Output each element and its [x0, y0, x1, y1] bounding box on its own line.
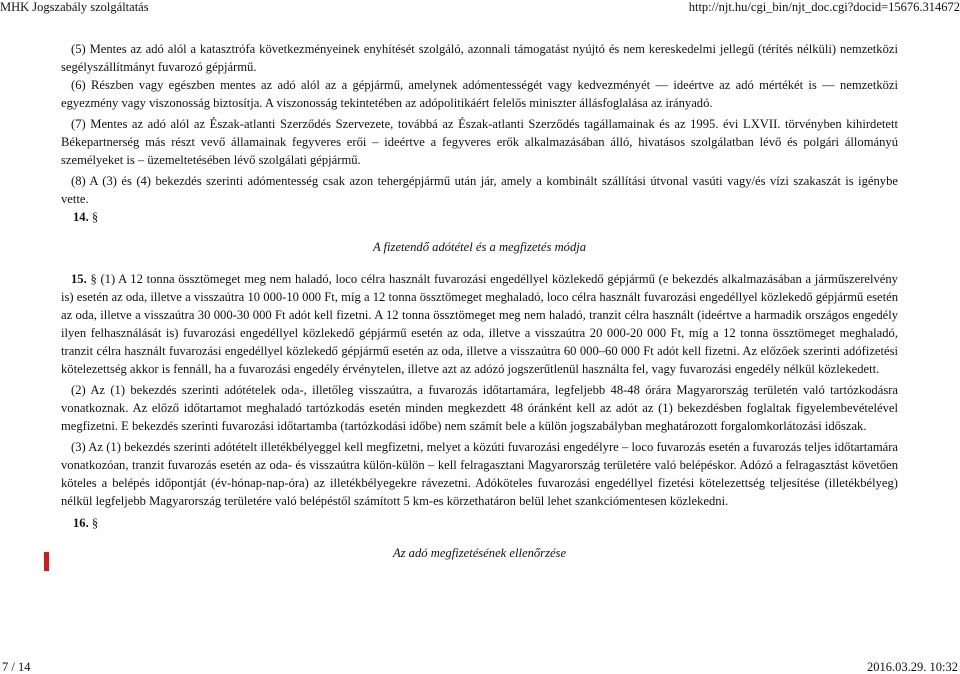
section-15-paragraph-1	[61, 270, 898, 378]
section-16-heading	[61, 514, 898, 532]
section-14-number: 14.	[73, 210, 89, 224]
site-title: MHK Jogszabály szolgáltatás	[0, 0, 149, 14]
section-16-number: 16.	[73, 516, 89, 530]
section-15-paragraph-2: (2) Az (1) bekezdés szerinti adótételek oda-, illetőleg visszaútra, a fuvarozás időtartamára, legfeljebb 48-48 órára Magyarország területén való tartózkodásra vonatkoznak. Az előző időtartamot meghaladó tartózkodás esetén minden megkezdett 48 óránként kell az adót az (1) bekezdésben foglaltak figyelembevételével megfizetni. E bekezdés szerinti fuvarozási időtartamba (tartózkodási időbe) nem számít bele a külön jogszabályban meghatározott forgalomkorlátozási időszak.	[61, 383, 898, 433]
paragraph-5: (5) Mentes az adó alól a katasztrófa következményeinek enyhítését szolgáló, azonnali támogatást nyújtó és nem kereskedelmi jellegű (térítés nélküli) nemzetközi segélyszállítmányt fuvarozó gépjármű.	[61, 42, 898, 74]
paragraph-8: (8) A (3) és (4) bekezdés szerinti adómentesség csak azon tehergépjármű után jár, amely a kombinált szállítási útvonal vasúti vagy/és vízi szakaszát is igénybe vette.	[61, 174, 898, 206]
section-14-title: A fizetendő adótétel és a megfizetés módja	[372, 240, 587, 254]
section-14-heading	[61, 208, 898, 226]
section-15-mark: §	[90, 272, 97, 286]
section-14-mark: §	[91, 210, 99, 224]
document-url[interactable]: http://njt.hu/cgi_bin/njt_doc.cgi?docid=15676.314672	[688, 0, 960, 14]
change-marker-bar	[44, 552, 49, 571]
section-15-number: 15.	[71, 272, 87, 286]
section-15-paragraph-3: (3) Az (1) bekezdés szerinti adótételt illetékbélyeggel kell megfizetni, melyet a közúti fuvarozási engedélyre – loco fuvarozás esetén a fuvarozás teljes időtartamára vonatkozóan, tranzit fuvarozás esetén az oda- és visszaútra külön-külön – kell felragasztani Magyarország területére való belépéskor. Adózó a felragasztást követően köteles a belépés időpontját (év-hónap-nap-óra) az illetékbélyegekre rávezetni. Adóköteles fuvarozási engedéllyel fizetési kötelezettség teljesítése (illetékbélyeg) nélkül legfeljebb Magyarország területére való belépéstől számított 5 km-es körzethatáron belül lehet szankciómentesen közlekedni.	[61, 440, 898, 508]
section-16-title: Az adó megfizetésének ellenőrzése	[392, 546, 567, 560]
section-15-p1-text: (1) A 12 tonna össztömeget meg nem haladó, loco célra használt fuvarozási engedéllyel közlekedő gépjármű (e bekezdés alkalmazásában a járműszerelvény is) esetén az oda, illetve a visszaútra 10 000-10 000 Ft, míg a 12 tonna össztömeget meghaladó, loco célra használt fuvarozási engedéllyel közlekedő gépjármű esetén az oda, illetve a visszaútra 30 000-30 000 Ft adót kell fizetni. A 12 tonna össztömeget meg nem haladó, tranzit célra használt (ideértve a harmadik országos engedély ilyen felhasználását is) fuvarozási engedéllyel közlekedő gépjármű esetén az oda, illetve a visszaútra 20 000-20 000 Ft, míg a 12 tonna össztömeget meghaladó, tranzit célra használt fuvarozási engedéllyel közlekedő gépjármű esetén az oda, illetve a visszaútra 60 000–60 000 Ft adót kell fizetni. Az előzőek szerinti adófizetési kötelezettség akkor is fennáll, ha a fuvarozási engedély érvénytelen, illetve azt az adózó jogszerűtlenül használta fel, vagy fuvarozási engedély nélkül közlekedett.	[61, 272, 898, 376]
section-16-mark: §	[91, 516, 99, 530]
page-number: 7 / 14	[2, 660, 31, 674]
paragraph-6: (6) Részben vagy egészben mentes az adó alól az a gépjármű, amelynek adómentességét vagy kedvezményét –– ideértve az adó mértékét is –– nemzetközi egyezmény vagy viszonosság biztosítja. A viszonosság tekintetében az adópolitikáért felelős miniszter állásfoglalása az irányadó.	[61, 78, 898, 110]
paragraph-7: (7) Mentes az adó alól az Észak-atlanti Szerződés Szervezete, továbbá az Észak-atlanti Szerződés tagállamainak és az 1995. évi LXVII. törvényben kihirdetett Békepartnerség más részt vevő államainak fegyveres erői – ideértve a fegyveres erők alkalmazásában álló, hivatásos szolgálatban lévő és polgári állományú személyeket is – üzemeltetésében lévő szolgálati gépjármű.	[61, 117, 898, 167]
print-datetime: 2016.03.29. 10:32	[867, 660, 958, 674]
document-body	[61, 40, 898, 576]
